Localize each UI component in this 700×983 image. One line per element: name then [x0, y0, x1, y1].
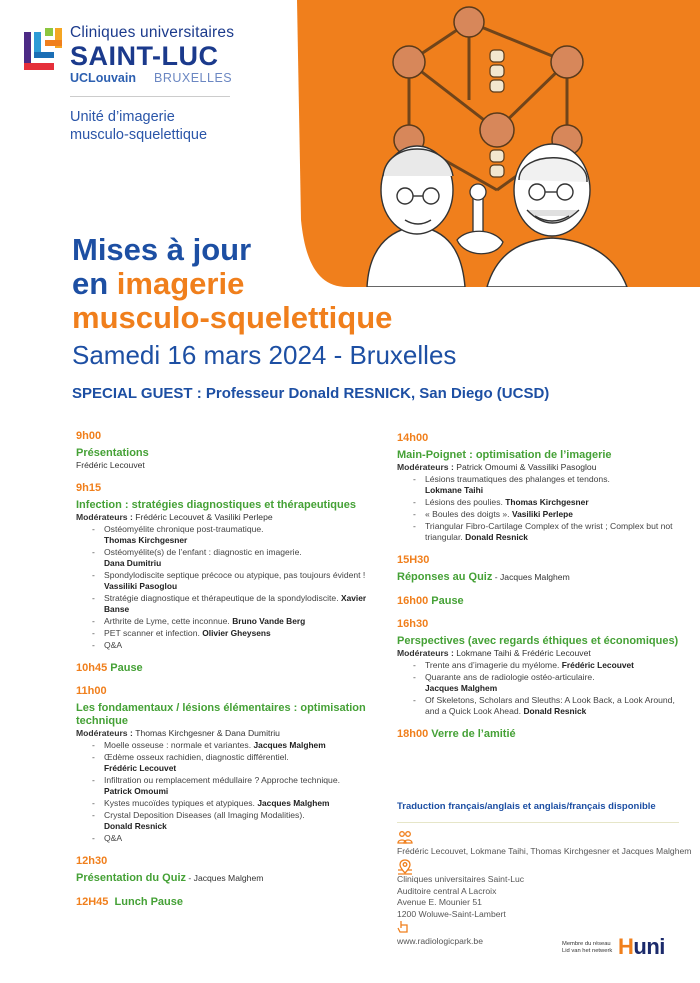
divider [397, 822, 679, 823]
talk-title: Q&A [104, 640, 123, 650]
talk-speaker: Lokmane Taihi [425, 485, 484, 495]
session-moderators [76, 728, 368, 739]
title-line-2-prefix: en [72, 266, 117, 301]
pause-time: 16h00 [397, 595, 429, 607]
moderators-names: Lokmane Taihi & Frédéric Lecouvet [456, 648, 591, 658]
session-title: Les fondamentaux / lésions élémentaires : optimisation technique [76, 702, 366, 727]
talk-speaker: Olivier Gheysens [202, 628, 271, 638]
talk-title: Lésions traumatiques des phalanges et tendons. [425, 474, 610, 484]
pause-time: 12H45 [76, 896, 109, 908]
moderators-label: Modérateurs : [76, 728, 136, 738]
pause-label: Pause [431, 595, 464, 607]
talk-speaker: Thomas Kirchgesner [104, 535, 188, 545]
talk-title: Trente ans d’imagerie du myélome. [425, 660, 560, 670]
list-item [413, 509, 679, 520]
list-item [92, 640, 368, 651]
talk-title: Moelle osseuse : normale et variantes. [104, 740, 252, 750]
session-time: 15H30 [397, 554, 430, 566]
list-item [92, 833, 368, 844]
list-item [413, 672, 679, 694]
talk-title: Spondylodiscite septique précoce ou atypique, pas toujours évident ! [104, 570, 366, 580]
list-item [413, 660, 679, 671]
talk-speaker: Donald Resnick [104, 821, 167, 831]
closing-time: 18h00 [397, 728, 429, 740]
unit-name [70, 108, 207, 144]
list-item [92, 752, 368, 774]
list-item [92, 547, 368, 569]
list-item [413, 521, 679, 543]
talk-speaker: Donald Resnick [523, 706, 587, 716]
list-item [92, 810, 368, 832]
list-item [92, 616, 368, 627]
logo-line-2: SAINT-LUC [70, 41, 219, 71]
talk-speaker: Donald Resnick [465, 532, 528, 542]
talk-speaker: Jacques Malghem [253, 740, 326, 750]
talk-list [413, 474, 679, 543]
talk-speaker: Patrick Omoumi [104, 786, 169, 796]
network-membership [562, 941, 612, 955]
pointer-hand-icon [397, 920, 409, 934]
session-title [397, 571, 679, 584]
separator: - [186, 873, 194, 883]
moderators-names: Frédéric Lecouvet & Vasiliki Perlepe [135, 512, 273, 522]
moderators-names: Thomas Kirchgesner & Dana Dumitriu [135, 728, 280, 738]
session-time: 11h00 [76, 685, 107, 697]
saint-luc-logo-icon [24, 28, 62, 76]
talk-speaker: Frédéric Lecouvet [561, 660, 634, 670]
program-right-column [397, 432, 679, 740]
session-time: 12h30 [76, 855, 108, 867]
talk-title: « Boules des doigts ». [425, 509, 510, 519]
pause-1045 [76, 662, 368, 674]
title-line-1: Mises à jour [72, 232, 252, 267]
list-item [92, 628, 368, 639]
talk-title: PET scanner et infection. [104, 628, 200, 638]
separator: - [492, 572, 500, 582]
website-link[interactable]: www.radiologicpark.be [397, 936, 483, 946]
session-main-poignet [397, 432, 679, 543]
venue-line-1: Cliniques universitaires Saint-Luc [397, 874, 525, 884]
organizers-icon [397, 830, 413, 846]
talk-title: Q&A [104, 833, 123, 843]
talk-list [413, 660, 679, 717]
list-item [92, 798, 368, 809]
network-line-1: Membre du réseau [562, 941, 611, 947]
moderators-label: Modérateurs : [76, 512, 136, 522]
list-item [92, 740, 368, 751]
location-icon [397, 859, 413, 875]
venue-address [397, 874, 524, 920]
talk-speaker: Thomas Kirchgesner [505, 497, 589, 507]
talk-list [92, 524, 368, 651]
closing-label: Verre de l’amitié [431, 728, 516, 740]
title-line-3: musculo-squelettique [72, 300, 393, 335]
talk-speaker: Jacques Malghem [425, 683, 498, 693]
pause-label: Pause [110, 662, 143, 674]
title-highlight: imagerie [116, 266, 245, 301]
moderators-label: Modérateurs : [397, 462, 457, 472]
talk-speaker: Bruno Vande Berg [232, 616, 306, 626]
session-time: 9h00 [76, 430, 102, 442]
quiz-title: Présentation du Quiz [76, 872, 187, 884]
talk-speaker: Vasiliki Perlepe [511, 509, 573, 519]
session-fondamentaux [76, 685, 368, 844]
pause-1600 [397, 595, 679, 607]
logo-line-3 [70, 71, 234, 85]
hospital-logo-text [70, 24, 234, 85]
network-line-2: Lid van het netwerk [562, 948, 613, 954]
talk-title: Quarante ans de radiologie ostéo-articulaire. [425, 672, 595, 682]
lunch-pause [76, 896, 368, 908]
list-item [92, 593, 368, 615]
talk-title: Crystal Deposition Diseases (all Imaging Modalities). [104, 810, 305, 820]
logo-line-1: Cliniques universitaires [70, 24, 235, 41]
venue-line-3: Avenue E. Mounier 51 [397, 897, 482, 907]
session-title: Perspectives (avec regards éthiques et économiques) [397, 635, 679, 647]
venue-line-4: 1200 Woluwe-Saint-Lambert [397, 908, 506, 919]
program-left-column [76, 430, 368, 908]
talk-title: Kystes mucoïdes typiques et atypiques. [104, 798, 255, 808]
session-speaker: Jacques Malghem [500, 572, 570, 582]
session-title: Main-Poignet : optimisation de l’imagerie [397, 449, 612, 461]
list-item [413, 474, 679, 496]
organizers-text: Frédéric Lecouvet, Lokmane Taihi, Thomas Kirchgesner et Jacques Malghem [397, 846, 692, 856]
moderators-label: Modérateurs : [397, 648, 457, 658]
talk-title: Stratégie diagnostique et thérapeutique de la spondylodiscite. [104, 593, 339, 603]
logo-divider [70, 96, 230, 97]
list-item [92, 775, 368, 797]
event-title [72, 233, 392, 335]
pause-time: 10h45 [76, 662, 108, 674]
translation-note: Traduction français/anglais et anglais/français disponible [397, 801, 656, 812]
huni-h: H [618, 934, 634, 959]
talk-speaker: Frédéric Lecouvet [104, 763, 177, 773]
session-title [76, 872, 368, 885]
list-item [92, 524, 368, 546]
moderators-names: Patrick Omoumi & Vassiliki Pasoglou [456, 462, 597, 472]
session-quiz-answers [397, 554, 679, 584]
session-infection [76, 482, 368, 651]
venue-line-2: Auditoire central A Lacroix [397, 885, 497, 896]
session-time: 16h30 [397, 618, 429, 630]
session-title: Présentations [76, 447, 149, 459]
huni-rest: uni [633, 934, 665, 959]
talk-speaker: Xavier Banse [104, 593, 367, 614]
session-moderators [397, 648, 679, 659]
session-time: 14h00 [397, 432, 429, 444]
session-time: 9h15 [76, 482, 102, 494]
huni-logo [618, 934, 665, 960]
talk-title: Triangular Fibro-Cartilage Complex of the wrist ; Complex but not triangular. [425, 521, 673, 542]
talk-list [92, 740, 368, 844]
talk-title: Arthrite de Lyme, cette inconnue. [104, 616, 230, 626]
talk-speaker: Vassiliki Pasoglou [104, 581, 178, 591]
event-date: Samedi 16 mars 2024 - Bruxelles [72, 340, 457, 370]
session-quiz [76, 855, 368, 885]
list-item [413, 695, 679, 717]
unit-line-1: Unité d’imagerie [70, 109, 175, 125]
session-moderators [397, 462, 679, 473]
quiz-answers-title: Réponses au Quiz [397, 571, 493, 583]
logo-uclouvain: UCLouvain [70, 71, 136, 85]
list-item [92, 570, 368, 592]
list-item [413, 497, 679, 508]
session-speaker: Jacques Malghem [193, 873, 264, 883]
talk-title: Ostéomyélite(s) de l’enfant : diagnostic en imagerie. [104, 547, 302, 557]
title-line-2 [72, 267, 392, 301]
session-perspectives [397, 618, 679, 717]
session-presentations [76, 430, 368, 471]
talk-title: Infiltration ou remplacement médullaire ? Approche technique. [104, 775, 340, 785]
unit-line-2: musculo-squelettique [70, 127, 208, 143]
talk-speaker: Dana Dumitriu [104, 558, 162, 568]
talk-title: Of Skeletons, Scholars and Sleuths: A Look Back, a Look Around, and a Quick Look Ahead. [425, 695, 675, 716]
session-title: Infection : stratégies diagnostiques et thérapeutiques [76, 499, 356, 511]
logo-bruxelles: BRUXELLES [153, 71, 233, 85]
session-speaker: Frédéric Lecouvet [76, 460, 145, 470]
talk-title: Ostéomyélite chronique post-traumatique. [104, 524, 264, 534]
talk-title: Œdème osseux rachidien, diagnostic différentiel. [104, 752, 289, 762]
special-guest: SPECIAL GUEST : Professeur Donald RESNICK, San Diego (UCSD) [72, 385, 550, 402]
talk-speaker: Jacques Malghem [257, 798, 330, 808]
pause-label: Lunch Pause [114, 896, 184, 908]
closing-drink [397, 728, 679, 740]
talk-title: Lésions des poulies. [425, 497, 503, 507]
session-moderators [76, 512, 368, 523]
